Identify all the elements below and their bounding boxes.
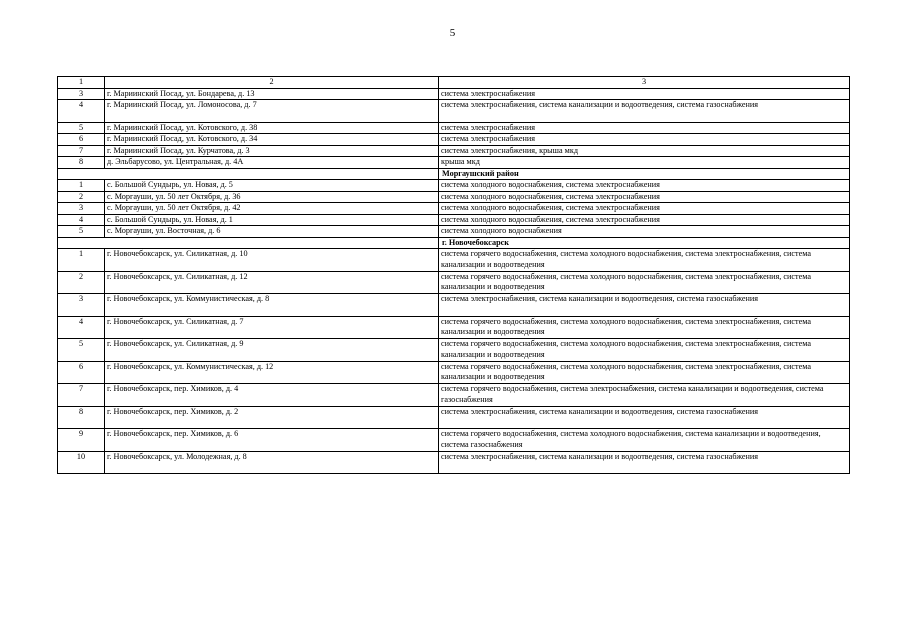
row-number-cell: 3 <box>58 294 105 317</box>
systems-cell: система электроснабжения <box>439 122 850 134</box>
systems-cell: система холодного водоснабжения, система электроснабжения <box>439 203 850 215</box>
row-number-cell: 4 <box>58 214 105 226</box>
systems-cell: система холодного водоснабжения, система электроснабжения <box>439 214 850 226</box>
section-title: Моргаушский район <box>439 168 850 180</box>
systems-cell: система электроснабжения, система канализации и водоотведения, система газоснабжения <box>439 100 850 123</box>
address-cell: с. Моргауши, ул. 50 лет Октября, д. 42 <box>105 203 439 215</box>
address-cell: г. Мариинский Посад, ул. Ломоносова, д. 7 <box>105 100 439 123</box>
address-cell: г. Новочебоксарск, ул. Силикатная, д. 9 <box>105 339 439 362</box>
table-row <box>58 451 850 474</box>
row-number-cell: 2 <box>58 191 105 203</box>
table-row <box>58 271 850 294</box>
section-title: г. Новочебоксарск <box>439 237 850 249</box>
systems-cell: система горячего водоснабжения, система холодного водоснабжения, система электроснабжения, система канализации и водоотведения <box>439 271 850 294</box>
address-cell: с. Большой Сундырь, ул. Новая, д. 1 <box>105 214 439 226</box>
header-cell-systems: 3 <box>439 77 850 89</box>
address-cell: г. Мариинский Посад, ул. Бондарева, д. 13 <box>105 88 439 100</box>
row-number-cell: 7 <box>58 384 105 407</box>
row-number-cell: 6 <box>58 134 105 146</box>
row-number-cell: 5 <box>58 339 105 362</box>
address-cell: г. Новочебоксарск, ул. Силикатная, д. 12 <box>105 271 439 294</box>
address-cell: г. Новочебоксарск, ул. Коммунистическая, д. 8 <box>105 294 439 317</box>
address-cell: с. Моргауши, ул. 50 лет Октября, д. 36 <box>105 191 439 203</box>
section-header-row <box>58 237 850 249</box>
table-row <box>58 100 850 123</box>
systems-cell: система электроснабжения, система канализации и водоотведения, система газоснабжения <box>439 294 850 317</box>
systems-cell: система электроснабжения, система канализации и водоотведения, система газоснабжения <box>439 451 850 474</box>
systems-cell: система горячего водоснабжения, система холодного водоснабжения, система электроснабжения, система канализации и водоотведения <box>439 249 850 272</box>
address-cell: г. Новочебоксарск, ул. Силикатная, д. 7 <box>105 316 439 339</box>
address-cell: г. Новочебоксарск, ул. Силикатная, д. 10 <box>105 249 439 272</box>
systems-cell: система холодного водоснабжения <box>439 226 850 238</box>
table-row <box>58 316 850 339</box>
table-row <box>58 134 850 146</box>
page-number: 5 <box>449 27 456 39</box>
address-cell: с. Большой Сундырь, ул. Новая, д. 5 <box>105 180 439 192</box>
address-cell: г. Новочебоксарск, пер. Химиков, д. 6 <box>105 429 439 452</box>
row-number-cell: 1 <box>58 180 105 192</box>
systems-cell: система горячего водоснабжения, система электроснабжения, система канализации и водоотведения, система газоснабжения <box>439 384 850 407</box>
address-cell: г. Новочебоксарск, ул. Молодежная, д. 8 <box>105 451 439 474</box>
table-row <box>58 226 850 238</box>
row-number-cell: 9 <box>58 429 105 452</box>
address-cell: г. Новочебоксарск, ул. Коммунистическая, д. 12 <box>105 361 439 384</box>
section-header-row <box>58 168 850 180</box>
table-header-row <box>58 77 850 89</box>
address-cell: д. Эльбарусово, ул. Центральная, д. 4А <box>105 157 439 169</box>
header-cell-address: 2 <box>105 77 439 89</box>
systems-cell: система горячего водоснабжения, система холодного водоснабжения, система канализации и водоотведения, система газоснабжения <box>439 429 850 452</box>
row-number-cell: 5 <box>58 226 105 238</box>
address-cell: с. Моргауши, ул. Восточная, д. 6 <box>105 226 439 238</box>
address-cell: г. Мариинский Посад, ул. Котовского, д. 34 <box>105 134 439 146</box>
address-cell: г. Новочебоксарск, пер. Химиков, д. 2 <box>105 406 439 429</box>
table-row <box>58 361 850 384</box>
table-row <box>58 249 850 272</box>
row-number-cell: 6 <box>58 361 105 384</box>
row-number-cell: 3 <box>58 88 105 100</box>
table-row <box>58 429 850 452</box>
row-number-cell: 8 <box>58 406 105 429</box>
table-row <box>58 384 850 407</box>
row-number-cell: 4 <box>58 316 105 339</box>
row-number-cell: 10 <box>58 451 105 474</box>
row-number-cell: 7 <box>58 145 105 157</box>
address-cell: г. Мариинский Посад, ул. Котовского, д. 38 <box>105 122 439 134</box>
row-number-cell: 1 <box>58 249 105 272</box>
table-row <box>58 214 850 226</box>
row-number-cell: 8 <box>58 157 105 169</box>
table-row <box>58 122 850 134</box>
row-number-cell: 3 <box>58 203 105 215</box>
table-body <box>58 77 850 474</box>
document-table <box>57 76 850 474</box>
table-row <box>58 145 850 157</box>
address-cell: г. Новочебоксарск, пер. Химиков, д. 4 <box>105 384 439 407</box>
systems-cell: система электроснабжения, система канализации и водоотведения, система газоснабжения <box>439 406 850 429</box>
row-number-cell: 5 <box>58 122 105 134</box>
header-cell-number: 1 <box>58 77 105 89</box>
section-empty-cell <box>58 168 439 180</box>
systems-cell: система холодного водоснабжения, система электроснабжения <box>439 180 850 192</box>
systems-cell: система электроснабжения <box>439 134 850 146</box>
systems-cell: система горячего водоснабжения, система холодного водоснабжения, система электроснабжения, система канализации и водоотведения <box>439 339 850 362</box>
systems-cell: система горячего водоснабжения, система холодного водоснабжения, система электроснабжения, система канализации и водоотведения <box>439 316 850 339</box>
row-number-cell: 4 <box>58 100 105 123</box>
table-row <box>58 203 850 215</box>
systems-cell: система электроснабжения, крыша мкд <box>439 145 850 157</box>
systems-cell: система холодного водоснабжения, система электроснабжения <box>439 191 850 203</box>
section-empty-cell <box>58 237 439 249</box>
table-row <box>58 180 850 192</box>
table-row <box>58 88 850 100</box>
address-cell: г. Мариинский Посад, ул. Курчатова, д. 3 <box>105 145 439 157</box>
table-row <box>58 294 850 317</box>
table-row <box>58 157 850 169</box>
table-row <box>58 406 850 429</box>
systems-cell: крыша мкд <box>439 157 850 169</box>
table-row <box>58 339 850 362</box>
systems-cell: система электроснабжения <box>439 88 850 100</box>
table-row <box>58 191 850 203</box>
row-number-cell: 2 <box>58 271 105 294</box>
systems-cell: система горячего водоснабжения, система холодного водоснабжения, система электроснабжения, система канализации и водоотведения <box>439 361 850 384</box>
